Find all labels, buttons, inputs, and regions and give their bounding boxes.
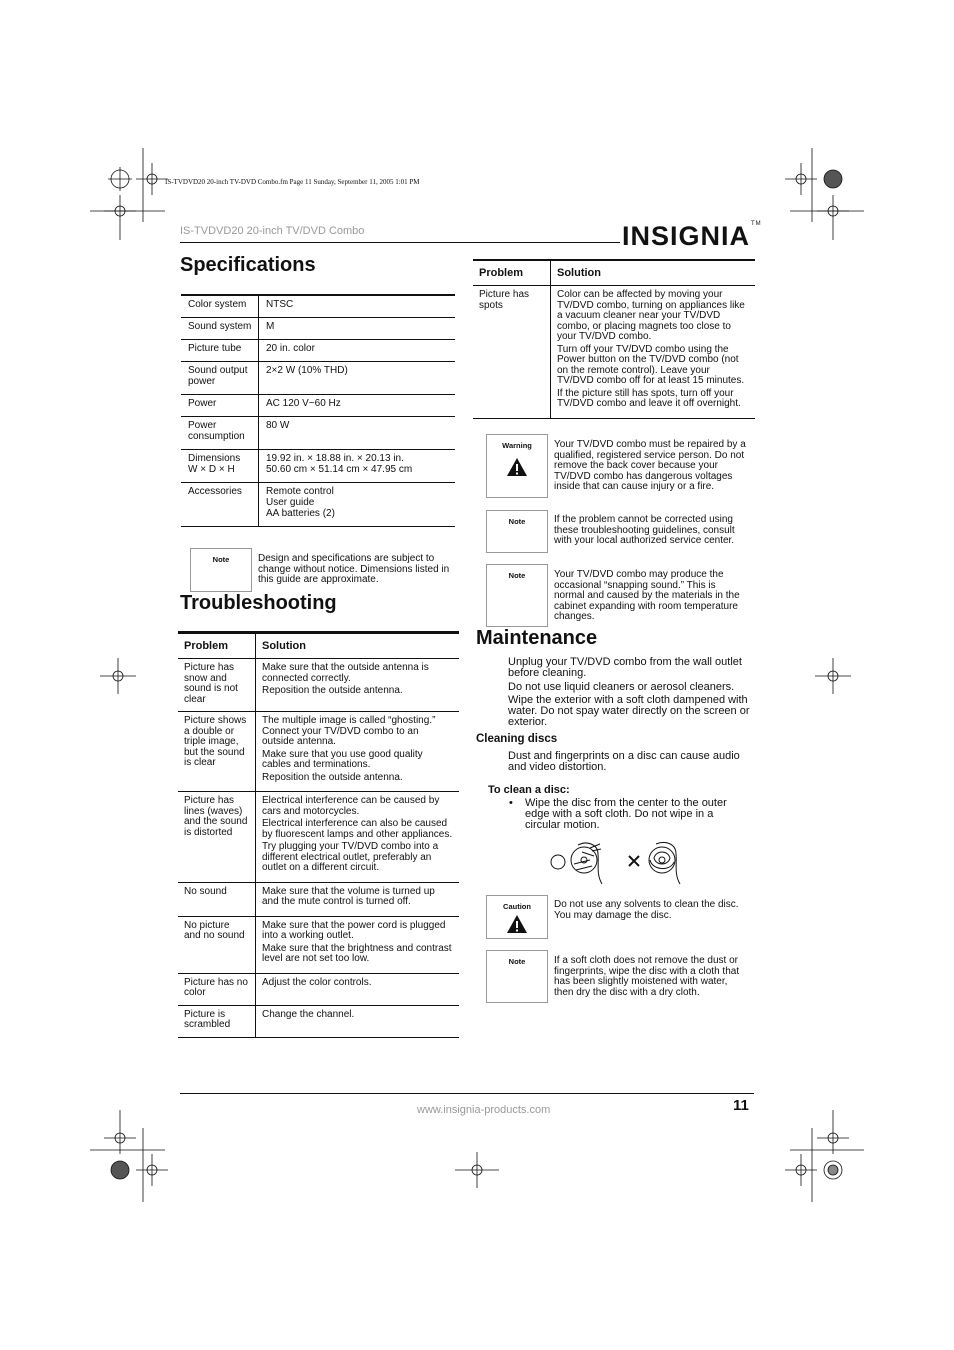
document-title: IS-TVDVD20 20-inch TV/DVD Combo: [180, 225, 365, 237]
page-number: 11: [733, 1097, 749, 1114]
spec-value: 19.92 in. × 18.88 in. × 20.13 in.: [266, 453, 404, 464]
spec-value: 2×2 W (10% THD): [266, 365, 348, 376]
spec-label: Power consumption: [181, 417, 259, 450]
footer-url: www.insignia-products.com: [417, 1104, 551, 1116]
solution-text: Make sure that you use good quality cables and terminations.: [262, 748, 423, 770]
solution-text: If the picture still has spots, turn off your TV/DVD combo and leave it off overnight.: [557, 387, 741, 409]
problem-column-header: Problem: [473, 260, 551, 286]
note-label: Note: [508, 957, 526, 966]
problem-cell: No picture and no sound: [178, 916, 256, 973]
note-text: If the problem cannot be corrected using these troubleshooting guidelines, consult with your local authorized service center.: [554, 514, 735, 546]
solution-text: Make sure that the brightness and contrast level are not set too low.: [262, 942, 452, 964]
caution-text: Do not use any solvents to clean the disc. You may damage the disc.: [554, 899, 739, 921]
cleaning-discs-heading: Cleaning discs: [476, 733, 558, 745]
problem-cell: Picture has lines (waves) and the sound is distorted: [178, 792, 256, 883]
problem-cell: Picture has spots: [473, 286, 551, 419]
problem-cell: Picture shows a double or triple image, but the sound is clear: [178, 712, 256, 792]
specifications-heading: Specifications: [180, 254, 316, 276]
note-label: Note: [508, 517, 526, 526]
warning-label: Warning: [502, 441, 532, 450]
note-text: If a soft cloth does not remove the dust or fingerprints, wipe the disc with a cloth that has been slightly moistened with water, then dry the disc with a dry cloth.: [554, 955, 740, 998]
spec-label: Accessories: [181, 483, 259, 527]
solution-text: Electrical interference can also be caused by fluorescent lamps and other appliances.: [262, 818, 453, 840]
logo-text: INSIGNIA: [622, 221, 751, 251]
spec-label: Sound output power: [181, 362, 259, 395]
solution-text: Adjust the color controls.: [262, 976, 372, 988]
solution-text: Electrical interference can be caused by cars and motorcycles.: [262, 795, 440, 817]
solution-text: Reposition the outside antenna.: [262, 685, 403, 696]
spec-label: Color system: [181, 295, 259, 318]
solution-text: Color can be affected by moving your TV/DVD combo, turning on appliances like a vacuum cleaner near your TV/DVD combo, or placing magnets too close to your TV/DVD combo.: [557, 289, 745, 342]
maintenance-paragraph: Unplug your TV/DVD combo from the wall outlet before cleaning.: [508, 656, 742, 679]
file-info-line: IS-TVDVD20 20-inch TV-DVD Combo.fm Page 11 Sunday, September 11, 2005 1:01 PM: [165, 178, 420, 186]
solution-text: Make sure that the outside antenna is connected correctly.: [262, 662, 429, 684]
warning-text: Your TV/DVD combo must be repaired by a qualified, registered service person. Do not remove the back cover because your TV/DVD combo has dangerous voltages inside that can cause injury or a fire.: [554, 439, 746, 492]
note-label: Note: [508, 571, 526, 580]
solution-text: Make sure that the power cord is plugged into a working outlet.: [262, 919, 446, 941]
spec-value: User guide: [266, 497, 315, 508]
problem-cell: Picture is scrambled: [178, 1005, 256, 1037]
problem-cell: No sound: [178, 882, 256, 916]
solution-column-header: Solution: [256, 633, 460, 659]
problem-column-header: Problem: [178, 633, 256, 659]
cleaning-paragraph: Dust and fingerprints on a disc can cause audio and video distortion.: [508, 750, 740, 773]
solution-text: Try plugging your TV/DVD combo into a different electrical outlet, preferably an outlet on a different circuit.: [262, 841, 439, 873]
spec-value: NTSC: [266, 299, 294, 310]
logo-trademark: TM: [751, 221, 762, 227]
solution-column-header: Solution: [551, 260, 756, 286]
procedure-heading: To clean a disc:: [488, 784, 570, 796]
solution-text: Change the channel.: [262, 1008, 355, 1020]
solution-text: Reposition the outside antenna.: [262, 771, 403, 783]
solution-text: Turn off your TV/DVD combo using the Power button on the TV/DVD combo (not on the remote control). Leave your TV/DVD combo off for at least 15 minutes.: [557, 343, 745, 386]
spec-value: 80 W: [266, 420, 290, 431]
solution-text: The multiple image is called “ghosting.” Connect your TV/DVD combo to an outside antenna.: [262, 715, 436, 747]
spec-value: 20 in. color: [266, 343, 315, 354]
maintenance-paragraph: Wipe the exterior with a soft cloth dampened with water. Do not spay water directly on the screen or exterior.: [508, 694, 750, 728]
spec-label: Sound system: [181, 318, 259, 340]
procedure-step: Wipe the disc from the center to the outer edge with a soft cloth. Do not wipe in a circular motion.: [525, 797, 727, 831]
spec-value: 50.60 cm × 51.14 cm × 47.95 cm: [266, 464, 413, 475]
spec-label: Power: [181, 395, 259, 417]
spec-value: M: [266, 321, 275, 332]
caution-label: Caution: [503, 902, 531, 911]
spec-note-text: Design and specifications are subject to change without notice. Dimensions listed in this guide are approximate.: [258, 553, 450, 585]
spec-value: Remote control: [266, 486, 334, 497]
troubleshooting-heading: Troubleshooting: [180, 592, 337, 614]
problem-cell: Picture has snow and sound is not clear: [178, 659, 256, 712]
maintenance-paragraph: Do not use liquid cleaners or aerosol cleaners.: [508, 681, 735, 693]
spec-label: Dimensions W × D × H: [181, 450, 259, 483]
solution-text: Make sure that the volume is turned up and the mute control is turned off.: [262, 885, 435, 907]
maintenance-heading: Maintenance: [476, 627, 598, 649]
problem-cell: Picture has no color: [178, 973, 256, 1005]
spec-value: AC 120 V~60 Hz: [266, 398, 341, 409]
spec-label: Picture tube: [181, 340, 259, 362]
note-label: Note: [212, 555, 230, 564]
note-text: Your TV/DVD combo may produce the occasional “snapping sound.” This is normal and caused by the materials in the cabinet expanding with room temperature changes.: [554, 569, 740, 622]
spec-value: AA batteries (2): [266, 508, 335, 519]
bullet-marker: •: [509, 797, 513, 809]
